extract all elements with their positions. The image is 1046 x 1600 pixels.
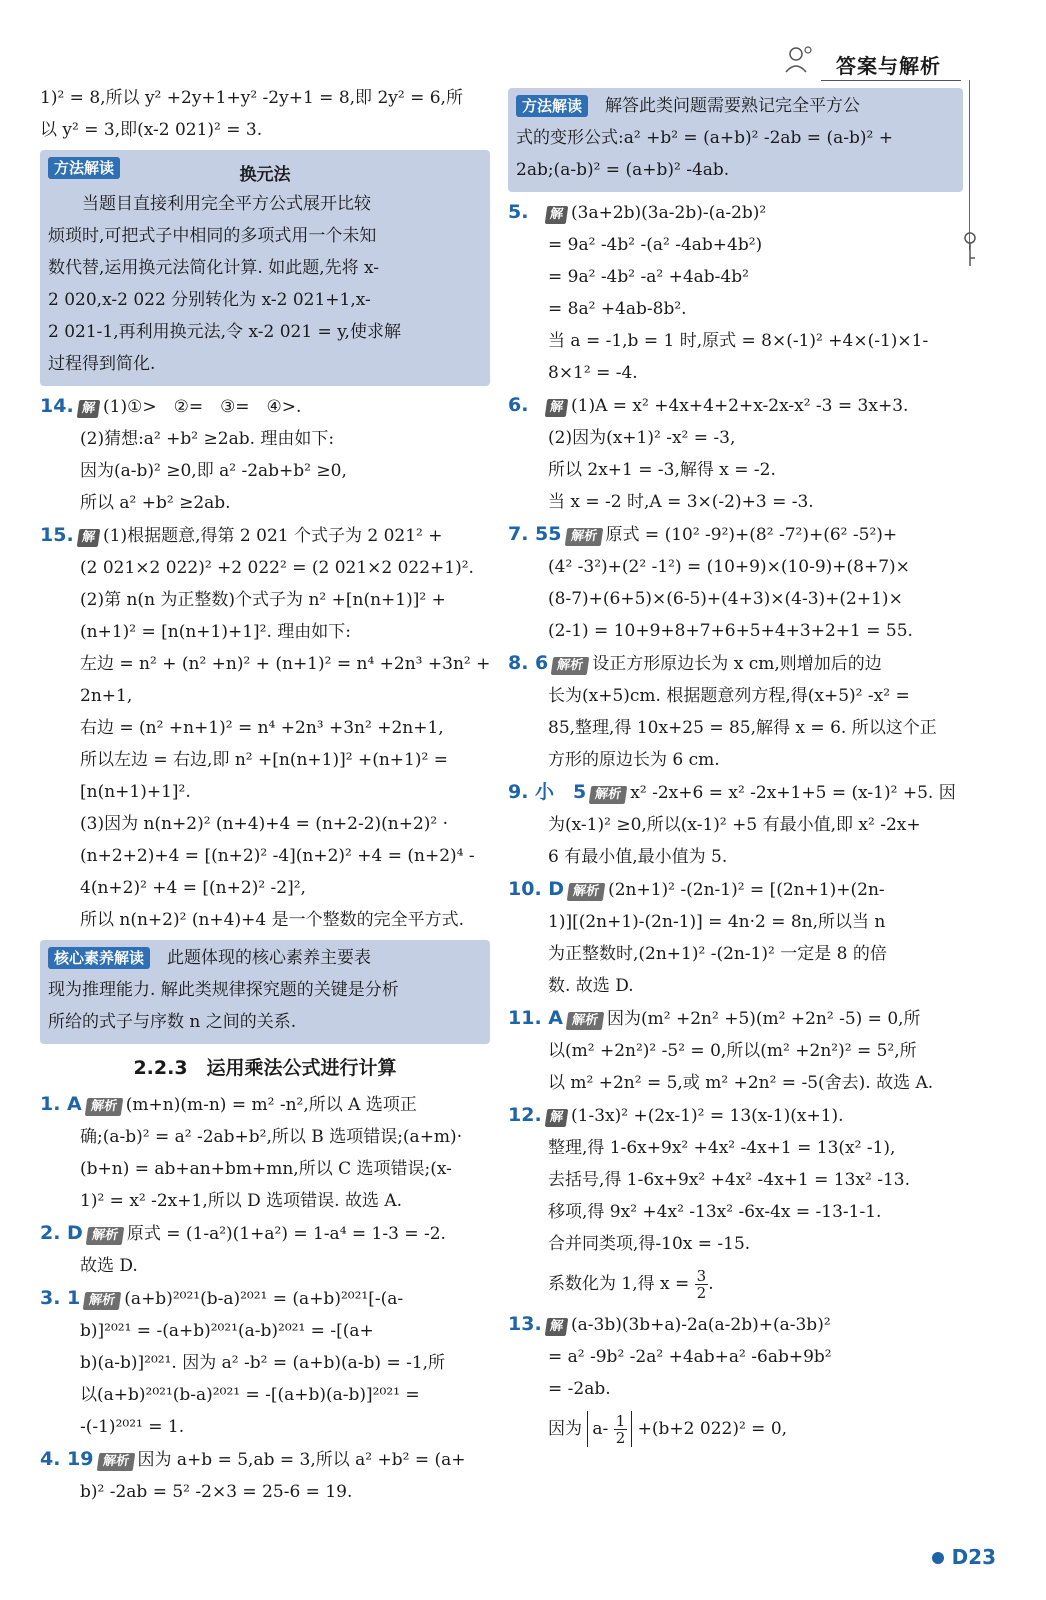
question-5: [508, 196, 963, 229]
answer-text: +(b+2 022)² = 0,: [637, 1419, 788, 1439]
answer-text: 原式 = (10² -9²)+(8² -7²)+(6² -5²)+: [605, 525, 898, 545]
question-11: [508, 1002, 963, 1035]
method-line: [516, 90, 955, 122]
question-3: [40, 1282, 490, 1315]
question-number: 1. A: [40, 1093, 82, 1115]
method-text: 解答此类问题需要熟记完全平方公: [605, 96, 861, 116]
answer-text: (1)①> ②= ③= ④>.: [103, 397, 302, 417]
method-line: 式的变形公式:a² +b² = (a+b)² -2ab = (a-b)² +: [516, 128, 893, 148]
answer-line: (2)因为(x+1)² -x² = -3,: [548, 428, 736, 448]
question-13: [508, 1308, 963, 1341]
question-number: 7. 55: [508, 523, 562, 545]
answer-line: (2)第 n(n 为正整数)个式子为 n² +[n(n+1)]² +: [80, 590, 446, 610]
answer-line: [n(n+1)+1]².: [80, 782, 191, 802]
solution-tag: 解: [77, 529, 101, 547]
answer-line: 6 有最小值,最小值为 5.: [548, 847, 728, 867]
answer-text: (2n+1)² -(2n-1)² = [(2n+1)+(2n-: [608, 880, 885, 900]
answer-line: (n+1)² = [n(n+1)+1]². 理由如下:: [80, 622, 352, 642]
answer-line: [508, 1405, 963, 1453]
question-number: 8. 6: [508, 652, 549, 674]
answer-text: (1)根据题意,得第 2 021 个式子为 2 021² +: [103, 526, 443, 546]
answer-line: 去括号,得 1-6x+9x² +4x² -4x+1 = 13x² -13.: [548, 1170, 910, 1190]
question-8: [508, 647, 963, 680]
answer-line: 方形的原边长为 6 cm.: [548, 750, 720, 770]
page-number: [932, 1545, 996, 1569]
answer-text: 原式 = (1-a²)(1+a²) = 1-a⁴ = 1-3 = -2.: [126, 1224, 446, 1244]
right-column: [508, 82, 963, 1453]
question-number: 10. D: [508, 878, 565, 900]
answer-line: 长为(x+5)cm. 根据题意列方程,得(x+5)² -x² =: [548, 686, 910, 706]
answer-text: (3a+2b)(3a-2b)-(a-2b)²: [571, 203, 767, 223]
method-line: 2ab;(a-b)² = (a+b)² -4ab.: [516, 160, 730, 180]
answer-line: (4² -3²)+(2² -1²) = (10+9)×(10-9)+(8+7)×: [548, 557, 910, 577]
fraction: [695, 1268, 709, 1301]
question-number: 2. D: [40, 1222, 83, 1244]
answer-line: = a² -9b² -2a² +4ab+a² -6ab+9b²: [548, 1347, 832, 1367]
literacy-tag: 核心素养解读: [48, 947, 150, 969]
question-number: 15.: [40, 524, 74, 546]
fraction: [614, 1413, 628, 1446]
answer-text: (1)A = x² +4x+4+2+x-2x-x² -3 = 3x+3.: [571, 396, 909, 416]
literacy-line: 现为推理能力. 解此类规律探究题的关键是分析: [48, 980, 399, 1000]
question-number: 9. 小 5: [508, 781, 587, 803]
answer-line: = 9a² -4b² -(a² -4ab+4b²): [548, 235, 763, 255]
method-line: 当题目直接利用完全平方公式展开比较: [48, 194, 371, 214]
answer-line: (2-1) = 10+9+8+7+6+5+4+3+2+1 = 55.: [548, 621, 913, 641]
solution-tag: 解: [545, 1318, 569, 1336]
answer-line: 4(n+2)² +4 = [(n+2)² -2]²,: [80, 878, 306, 898]
header-title: 答案与解析: [836, 54, 941, 78]
answer-line: = -2ab.: [548, 1379, 611, 1399]
answer-line: 当 x = -2 时,A = 3×(-2)+3 = -3.: [548, 492, 814, 512]
question-9: [508, 776, 963, 809]
answer-line: 为正整数时,(2n+1)² -(2n-1)² 一定是 8 的倍: [548, 944, 887, 964]
answer-line: 合并同类项,得-10x = -15.: [548, 1234, 751, 1254]
question-number: 11. A: [508, 1007, 563, 1029]
solution-tag: 解: [77, 400, 101, 418]
analysis-tag: 解析: [85, 1098, 124, 1116]
numerator: 3: [696, 1267, 707, 1285]
answer-line: (n+2+2)+4 = [(n+2)² -4](n+2)² +4 = (n+2)⁴ -: [80, 846, 475, 866]
answer-text: (a-3b)(3b+a)-2a(a-2b)+(a-3b)²: [571, 1315, 831, 1335]
question-12: [508, 1099, 963, 1132]
question-number: 14.: [40, 395, 74, 417]
literacy-box: [40, 940, 490, 1044]
solution-tag: 解: [545, 1109, 569, 1127]
question-number: 5.: [508, 201, 529, 223]
method-line: 2 020,x-2 022 分别转化为 x-2 021+1,x-: [48, 290, 371, 310]
answer-line: 系数化为 1,得 x = $\frac{3}{2}$ .: [548, 1267, 714, 1302]
answer-line: (b+n) = ab+an+bm+mn,所以 C 选项错误;(x-: [80, 1159, 452, 1179]
text-line: 以 y² = 3,即(x-2 021)² = 3.: [40, 120, 263, 140]
question-number: 12.: [508, 1104, 542, 1126]
question-2: [40, 1217, 490, 1250]
analysis-tag: 解析: [83, 1292, 122, 1310]
method-box: [508, 88, 963, 192]
analysis-tag: 解析: [86, 1227, 125, 1245]
answer-line: 所以 n(n+2)² (n+4)+4 是一个整数的完全平方式.: [80, 910, 464, 930]
answer-text: 因为(m² +2n² +5)(m² +2n² -5) = 0,所: [607, 1009, 921, 1029]
literacy-text: 此题体现的核心素养主要表: [167, 948, 372, 968]
thinking-person-icon: [784, 44, 816, 74]
question-4: [40, 1443, 490, 1476]
question-number: 4. 19: [40, 1448, 94, 1470]
method-box: [40, 150, 490, 386]
answer-line: (2)猜想:a² +b² ≥2ab. 理由如下:: [80, 429, 335, 449]
answer-line: 85,整理,得 10x+25 = 85,解得 x = 6. 所以这个正: [548, 718, 937, 738]
answer-text: (1-3x)² +(2x-1)² = 13(x-1)(x+1).: [571, 1106, 844, 1126]
answer-line: b)]²⁰²¹ = -(a+b)²⁰²¹(a-b)²⁰²¹ = -[(a+: [80, 1321, 374, 1341]
answer-text: 设正方形原边长为 x cm,则增加后的边: [592, 654, 882, 674]
section-title: 2.2.3 运用乘法公式进行计算: [133, 1057, 397, 1079]
answer-text: 因为: [548, 1419, 582, 1439]
answer-line: 以 m² +2n² = 5,或 m² +2n² = -5(舍去). 故选 A.: [548, 1073, 934, 1093]
analysis-tag: 解析: [96, 1453, 135, 1471]
question-1: [40, 1088, 490, 1121]
answer-line: = 8a² +4ab-8b².: [548, 299, 687, 319]
text-line: 1)² = 8,所以 y² +2y+1+y² -2y+1 = 8,即 2y² = 6,所: [40, 88, 463, 108]
analysis-tag: 解析: [566, 1012, 605, 1030]
literacy-line: [48, 942, 482, 974]
answer-line: = 9a² -4b² -a² +4ab-4b²: [548, 267, 749, 287]
method-line: 数代替,运用换元法简化计算. 如此题,先将 x-: [48, 258, 380, 278]
question-number: 6.: [508, 394, 529, 416]
answer-line: 1)][(2n+1)-(2n-1)] = 4n·2 = 8n,所以当 n: [548, 912, 886, 932]
numerator: 1: [615, 1412, 626, 1430]
denominator: 2: [696, 1284, 707, 1302]
solution-tag: 解: [545, 399, 569, 417]
answer-line: 确;(a-b)² = a² -2ab+b²,所以 B 选项错误;(a+m)·: [80, 1127, 463, 1147]
key-icon: [960, 230, 980, 270]
question-14: [40, 390, 490, 423]
analysis-tag: 解析: [567, 883, 606, 901]
question-15: [40, 519, 490, 552]
method-line: 2 021-1,再利用换元法,令 x-2 021 = y,使求解: [48, 322, 401, 342]
page-dot-icon: [932, 1552, 944, 1564]
header-underline: [821, 80, 961, 81]
answer-line: 8×1² = -4.: [548, 363, 638, 383]
method-line: 过程得到简化.: [48, 354, 156, 374]
absolute-value: [587, 1411, 632, 1447]
answer-line: 1)² = x² -2x+1,所以 D 选项错误. 故选 A.: [80, 1191, 403, 1211]
method-tag: 方法解读: [48, 157, 120, 179]
question-7: [508, 518, 963, 551]
answer-line: 右边 = (n² +n+1)² = n⁴ +2n³ +3n² +2n+1,: [80, 718, 444, 738]
page-header: [776, 42, 976, 82]
answer-line: -(-1)²⁰²¹ = 1.: [80, 1417, 185, 1437]
method-title: 换元法: [239, 165, 291, 185]
answer-line: (2 021×2 022)² +2 022² = (2 021×2 022+1)².: [80, 558, 474, 578]
question-number: 3. 1: [40, 1287, 81, 1309]
question-number: 13.: [508, 1313, 542, 1335]
answer-line: 左边 = n² + (n² +n)² + (n+1)² = n⁴ +2n³ +3n² +: [80, 654, 491, 674]
denominator: 2: [615, 1429, 626, 1447]
answer-text: 因为 a+b = 5,ab = 3,所以 a² +b² = (a+: [137, 1450, 466, 1470]
answer-text: 系数化为 1,得 x =: [548, 1274, 690, 1294]
analysis-tag: 解析: [564, 528, 603, 546]
answer-line: 因为(a-b)² ≥0,即 a² -2ab+b² ≥0,: [80, 461, 347, 481]
answer-line: (8-7)+(6+5)×(6-5)+(4+3)×(4-3)+(2+1)×: [548, 589, 903, 609]
answer-line: 数. 故选 D.: [548, 976, 634, 996]
answer-line: 整理,得 1-6x+9x² +4x² -4x+1 = 13(x² -1),: [548, 1138, 896, 1158]
left-column: [40, 82, 490, 1508]
answer-line: 所以 2x+1 = -3,解得 x = -2.: [548, 460, 776, 480]
method-tag: 方法解读: [516, 95, 588, 117]
question-10: [508, 873, 963, 906]
answer-text: (m+n)(m-n) = m² -n²,所以 A 选项正: [125, 1095, 417, 1115]
answer-line: 2n+1,: [80, 686, 133, 706]
answer-line: 以(a+b)²⁰²¹(b-a)²⁰²¹ = -[(a+b)(a-b)]²⁰²¹ =: [80, 1385, 420, 1405]
answer-text: a-: [592, 1419, 609, 1439]
answer-line: 移项,得 9x² +4x² -13x² -6x-4x = -13-1-1.: [548, 1202, 882, 1222]
literacy-line: 所给的式子与序数 n 之间的关系.: [48, 1012, 297, 1032]
answer-line: 所以左边 = 右边,即 n² +[n(n+1)]² +(n+1)² =: [80, 750, 448, 770]
answer-line: 为(x-1)² ≥0,所以(x-1)² +5 有最小值,即 x² -2x+: [548, 815, 921, 835]
answer-line: b)(a-b)]²⁰²¹. 因为 a² -b² = (a+b)(a-b) = -1,所: [80, 1353, 446, 1373]
answer-line: b)² -2ab = 5² -2×3 = 25-6 = 19.: [80, 1482, 353, 1502]
question-6: [508, 389, 963, 422]
answer-text: (a+b)²⁰²¹(b-a)²⁰²¹ = (a+b)²⁰²¹[-(a-: [124, 1289, 404, 1309]
answer-text: x² -2x+6 = x² -2x+1+5 = (x-1)² +5. 因: [630, 783, 956, 803]
analysis-tag: 解析: [551, 657, 590, 675]
answer-line: 当 a = -1,b = 1 时,原式 = 8×(-1)² +4×(-1)×1-: [548, 331, 929, 351]
method-line: 烦琐时,可把式子中相同的多项式用一个未知: [48, 226, 377, 246]
answer-line: 故选 D.: [80, 1256, 138, 1276]
analysis-tag: 解析: [589, 786, 628, 804]
margin-rule: [969, 80, 970, 250]
answer-line: 所以 a² +b² ≥2ab.: [80, 493, 231, 513]
answer-line: 以(m² +2n²)² -5² = 0,所以(m² +2n²)² = 5²,所: [548, 1041, 917, 1061]
answer-line: (3)因为 n(n+2)² (n+4)+4 = (n+2-2)(n+2)² ·: [80, 814, 449, 834]
page-number-text: D23: [951, 1545, 996, 1569]
solution-tag: 解: [545, 206, 569, 224]
